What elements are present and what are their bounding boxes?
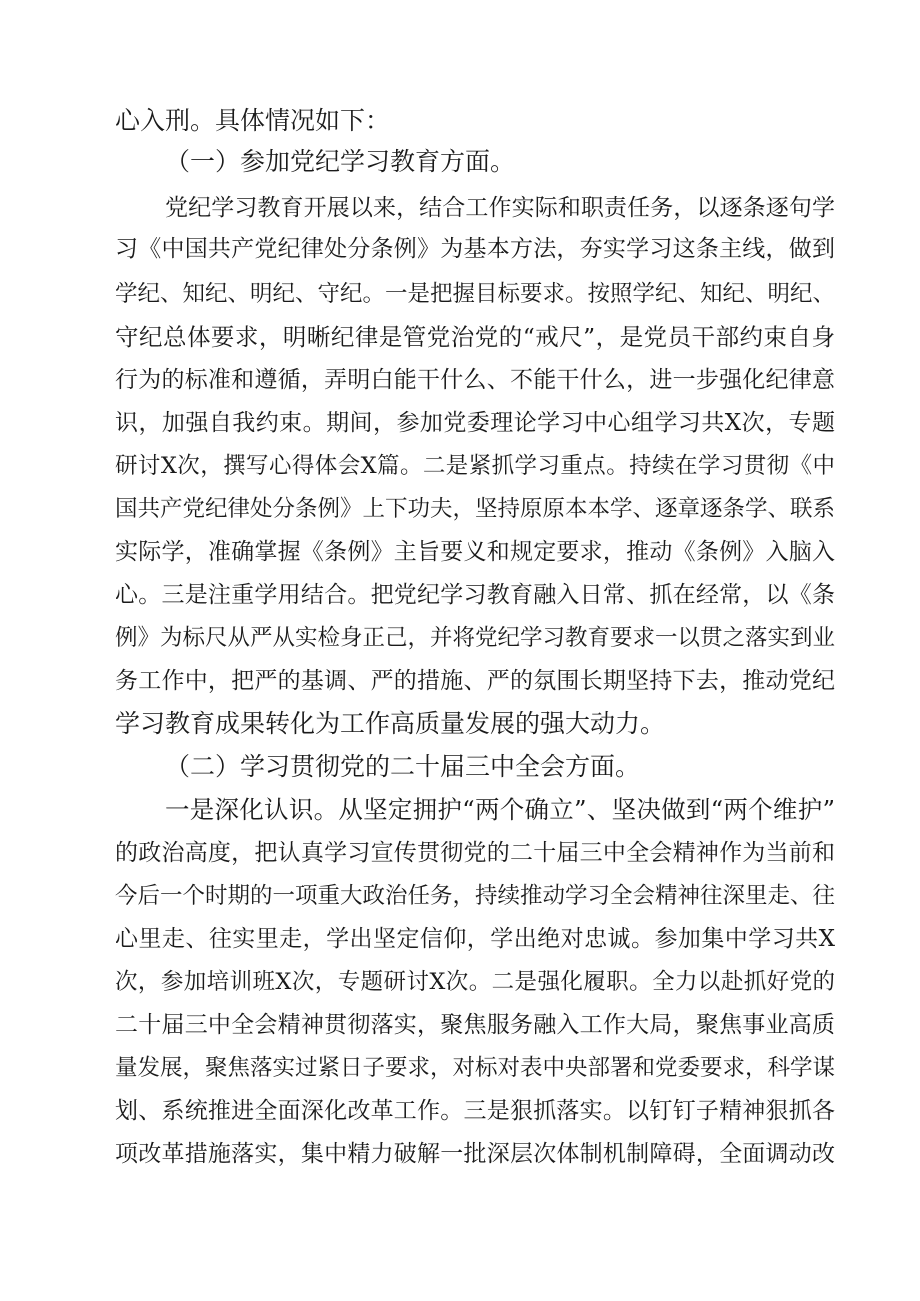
text-line: 学习教育成果转化为工作高质量发展的强大动力。 <box>115 709 666 738</box>
text-line: 行为的标准和遵循，弄明白能干什么、不能干什么，进一步强化纪律意 <box>115 367 835 393</box>
text-line: 务工作中，把严的基调、严的措施、严的氛围长期坚持下去，推动党纪 <box>115 668 835 694</box>
text-line: 心。三是注重学用结合。把党纪学习教育融入日常、抓在经常，以《条 <box>115 582 835 608</box>
text-line: 识，加强自我约束。期间，参加党委理论学习中心组学习共X次，专题 <box>115 410 835 436</box>
text-line: 研讨X次，撰写心得体会X篇。二是紧抓学习重点。持续在学习贯彻《中 <box>115 453 835 479</box>
section-heading: （一）参加党纪学习教育方面。 <box>165 147 516 176</box>
text-line: 心入刑。具体情况如下： <box>115 106 391 135</box>
text-line: 量发展，聚焦落实过紧日子要求，对标对表中央部署和党委要求，科学谋 <box>115 1055 836 1081</box>
text-line: 划、系统推进全面深化改革工作。三是狠抓落实。以钉钉子精神狠抓各 <box>115 1098 835 1124</box>
text-line: 一是深化认识。从坚定拥护“两个确立”、坚决做到“两个维护” <box>165 795 835 824</box>
text-line: 今后一个时期的一项重大政治任务，持续推动学习全会精神往深里走、往 <box>115 883 836 909</box>
text-line: 学纪、知纪、明纪、守纪。一是把握目标要求。按照学纪、知纪、明纪、 <box>115 281 836 307</box>
text-line: 国共产党纪律处分条例》上下功夫，坚持原原本本学、逐章逐条学、联系 <box>115 496 836 522</box>
text-line: 次，参加培训班X次，专题研讨X次。二是强化履职。全力以赴抓好党的 <box>115 969 835 995</box>
section-heading: （二）学习贯彻党的二十届三中全会方面。 <box>165 752 641 781</box>
text-line: 心里走、往实里走，学出坚定信仰，学出绝对忠诚。参加集中学习共X <box>115 926 835 952</box>
text-line: 例》为标尺从严从实检身正己，并将党纪学习教育要求一以贯之落实到业 <box>115 625 836 651</box>
text-line: 习《中国共产党纪律处分条例》为基本方法，夯实学习这条主线，做到 <box>115 236 835 262</box>
text-line: 守纪总体要求，明晰纪律是管党治党的“戒尺”，是党员干部约束自身 <box>115 323 835 351</box>
text-line: 实际学，准确掌握《条例》主旨要义和规定要求，推动《条例》入脑入 <box>115 539 835 565</box>
text-line: 项改革措施落实，集中精力破解一批深层次体制机制障碍，全面调动改 <box>115 1141 835 1167</box>
text-line: 的政治高度，把认真学习宣传贯彻党的二十届三中全会精神作为当前和 <box>115 840 835 866</box>
text-line: 二十届三中全会精神贯彻落实，聚焦服务融入工作大局，聚焦事业高质 <box>115 1012 835 1038</box>
text-line: 党纪学习教育开展以来，结合工作实际和职责任务，以逐条逐句学 <box>165 195 835 221</box>
